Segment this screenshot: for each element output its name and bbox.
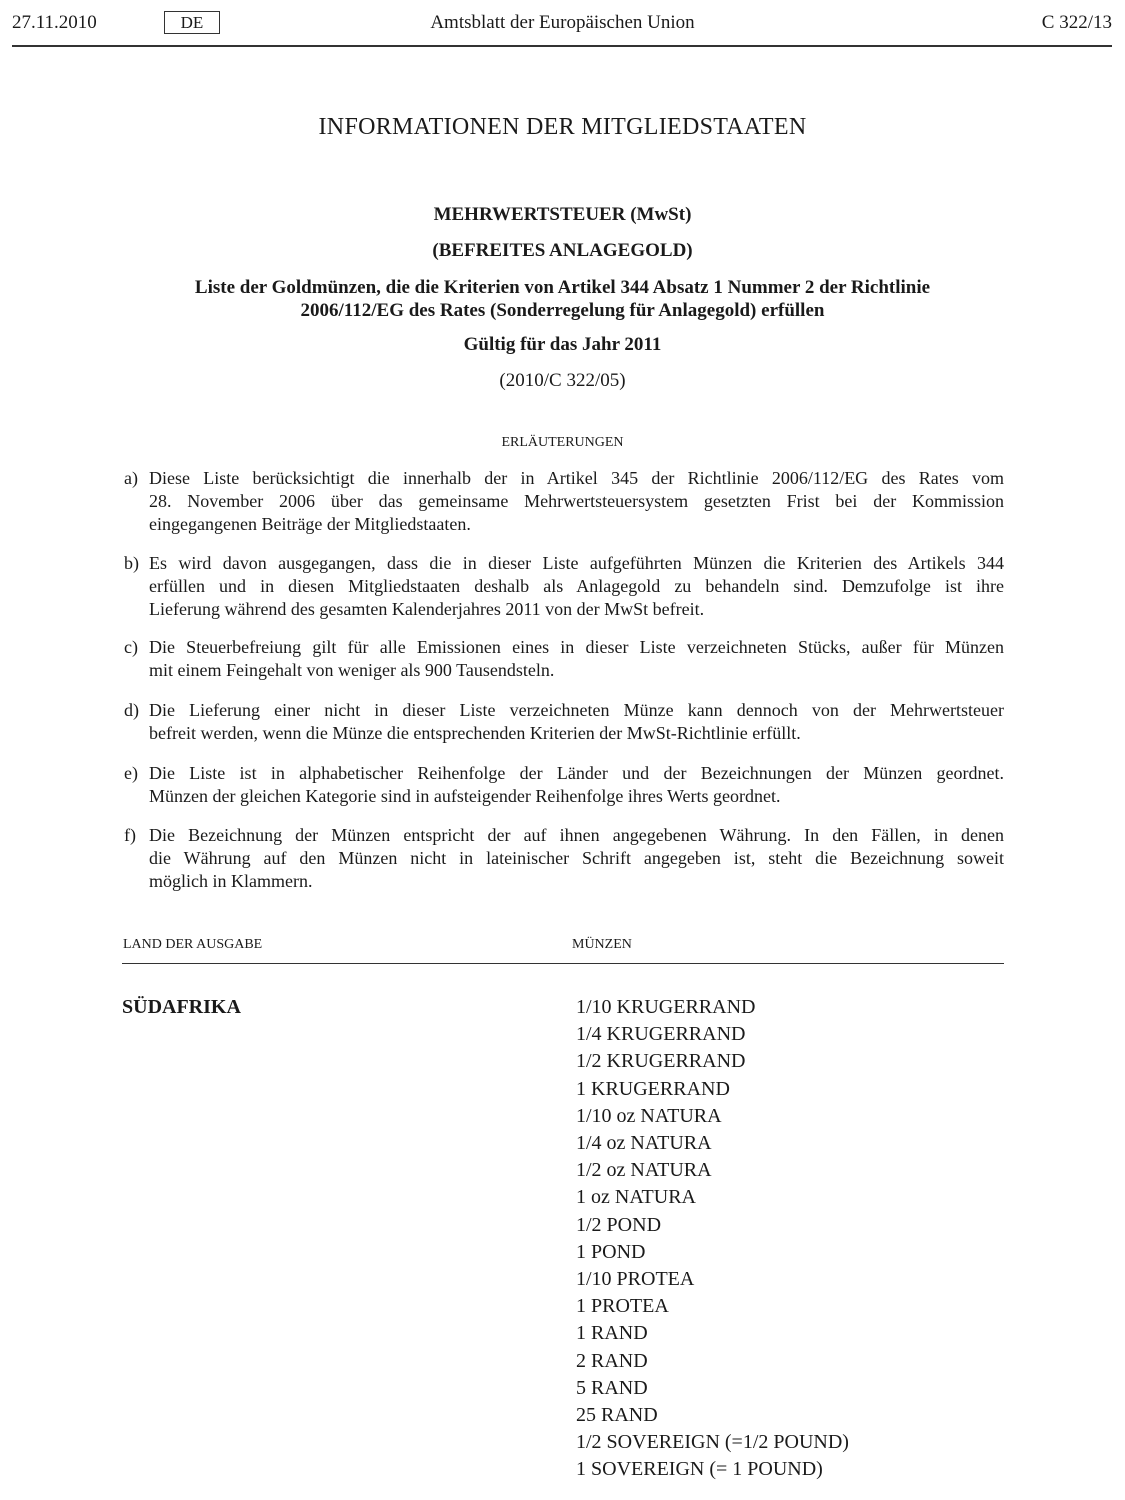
section-title: INFORMATIONEN DER MITGLIEDSTAATEN [318,114,807,140]
coin-item: 1 KRUGERRAND [576,1077,730,1100]
coin-item: 1/4 KRUGERRAND [576,1023,746,1046]
coin-item: 1 POND [576,1240,646,1263]
coin-item: 1/10 PROTEA [576,1268,695,1290]
note-line: befreit werden, wenn die Münze die entsprechenden Kriterien der MwSt-Richtlinie erfüllt. [149,723,801,743]
note-line: Die Lieferung einer nicht in dieser Liste verzeichneten Münze kann dennoch von der Mehrwertsteuer [149,700,1004,720]
note-label: d) [124,700,139,720]
coin-item: 1 SOVEREIGN (= 1 POUND) [576,1458,823,1481]
note-line: Münzen der gleichen Kategorie sind in aufsteigender Reihenfolge ihres Werts geordnet. [149,786,781,806]
note-item [124,762,1004,808]
coin-item: 1 PROTEA [576,1295,669,1318]
coin-item: 1 RAND [576,1322,648,1345]
note-label: f) [124,825,136,845]
note-line: Diese Liste berücksichtigt die innerhalb der in Artikel 345 der Richtlinie 2006/112/EG des Rates vom [149,468,1004,488]
column-header-country: LAND DER AUSGABE [123,937,263,952]
heading-anlagegold: (BEFREITES ANLAGEGOLD) [432,240,693,261]
note-line: Die Liste ist in alphabetischer Reihenfolge der Länder und der Bezeichnungen der Münzen geordnet. [149,763,1004,783]
reference-number: (2010/C 322/05) [499,370,626,391]
note-line: die Währung auf den Münzen nicht in lateinischer Schrift angegeben ist, steht die Bezeichnung soweit [149,848,1004,868]
language-badge: DE [164,11,220,34]
note-line: erfüllen und in diesen Mitgliedstaaten deshalb als Anlagegold zu behandeln sind. Demzufolge ist ihre [149,576,1004,596]
note-item [124,467,1004,536]
coin-item: 1/2 oz NATURA [576,1159,712,1182]
coin-item: 1/2 SOVEREIGN (=1/2 POUND) [576,1431,849,1454]
note-line: möglich in Klammern. [149,871,313,891]
note-line: Es wird davon ausgegangen, dass die in dieser Liste aufgeführten Münzen die Kriterien des Artikels 344 [149,553,1004,573]
header-rule [12,45,1112,47]
notes-title: ERLÄUTERUNGEN [501,435,624,450]
note-line: Lieferung während des gesamten Kalenderjahres 2011 von der MwSt befreit. [149,599,705,619]
coin-item: 1/10 KRUGERRAND [576,996,756,1018]
coin-item: 1 oz NATURA [576,1186,696,1209]
note-line: 28. November 2006 über das gemeinsame Mehrwertsteuersystem gesetzten Frist bei der Kommission [149,491,1004,511]
coin-item: 1/4 oz NATURA [576,1132,712,1154]
coin-item: 1/2 POND [576,1213,662,1236]
note-line: Die Steuerbefreiung gilt für alle Emissionen eines in dieser Liste verzeichneten Stücks, außer für Münzen [149,637,1004,657]
note-item [124,824,1004,893]
heading-valid: Gültig für das Jahr 2011 [463,334,662,355]
coin-item: 1/2 KRUGERRAND [576,1050,746,1073]
table-rule [122,963,1004,964]
column-header-coins: MÜNZEN [572,937,632,952]
coin-item: 2 RAND [576,1349,648,1372]
note-label: e) [124,763,138,783]
heading-mwst: MEHRWERTSTEUER (MwSt) [433,204,692,225]
note-item [124,636,1004,682]
note-line: mit einem Feingehalt von weniger als 900 Tausendsteln. [149,660,555,680]
country-name: SÜDAFRIKA [122,996,241,1018]
note-label: a) [124,468,138,488]
coin-item: 25 RAND [576,1404,658,1426]
note-line: eingegangenen Beiträge der Mitgliedstaaten. [149,514,471,534]
coin-item: 5 RAND [576,1376,648,1399]
note-label: c) [124,637,138,657]
header-journal: Amtsblatt der Europäischen Union [430,12,695,33]
note-line: Die Bezeichnung der Münzen entspricht der auf ihnen angegebenen Währung. In den Fällen, in denen [149,825,1004,845]
note-item [124,552,1004,621]
header-date: 27.11.2010 [12,12,97,33]
note-item [124,699,1004,745]
header-page: C 322/13 [1041,12,1112,33]
note-label: b) [124,553,139,573]
heading-list: Liste der Goldmünzen, die die Kriterien von Artikel 344 Absatz 1 Nummer 2 der Richtlinie 2006/112/EG des Rates (Sonderregelung für Anlagegold) erfüllen [194,277,931,321]
coin-item: 1/10 oz NATURA [576,1104,722,1127]
